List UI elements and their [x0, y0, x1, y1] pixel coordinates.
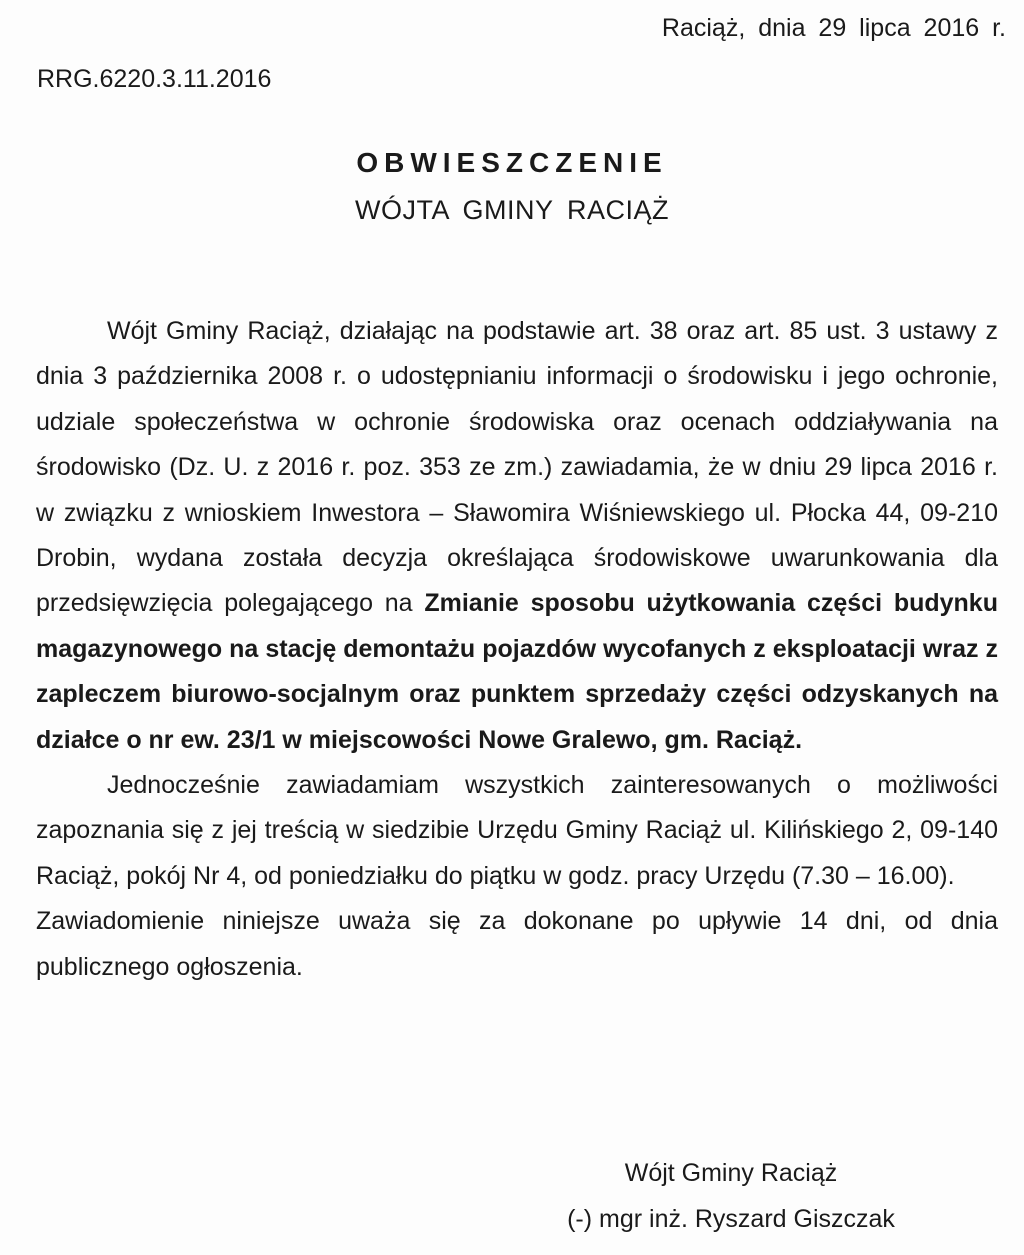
document-body	[36, 309, 998, 990]
date-line: Raciąż, dnia 29 lipca 2016 r.	[661, 14, 1006, 42]
body-paragraph-2: Jednocześnie zawiadamiam wszystkich zainteresowanych o możliwości zapoznania się z jej treścią w siedzibie Urzędu Gminy Raciąż ul. Kilińskiego 2, 09-140 Raciąż, pokój Nr 4, od poniedziałku do piątku w godz. pracy Urzędu (7.30 – 16.00).	[36, 771, 998, 890]
paragraph-1-text: Wójt Gminy Raciąż, działając na podstawie art. 38 oraz art. 85 ust. 3 ustawy z dnia 3 października 2008 r. o udostępnianiu informacji o środowisku i jego ochronie, udziale społeczeństwa w ochronie środowiska oraz ocenach oddziaływania na środowisko (Dz. U. z 2016 r. poz. 353 ze zm.) zawiadamia, że w dniu 29 lipca 2016 r. w związku z wnioskiem Inwestora – Sławomira Wiśniewskiego ul. Płocka 44, 09-210 Drobin, wydana została decyzja określająca środowiskowe uwarunkowania dla przedsięwzięcia polegającego na	[36, 317, 998, 618]
reference-number: RRG.6220.3.11.2016	[37, 65, 272, 93]
body-paragraph-1	[36, 309, 998, 763]
document-title: OBWIESZCZENIE	[356, 147, 668, 178]
signature-name: (-) mgr inż. Ryszard Giszczak	[567, 1205, 895, 1233]
document-subtitle: WÓJTA GMINY RACIĄŻ	[354, 195, 670, 225]
signature-block	[528, 1150, 934, 1242]
body-paragraph-3: Zawiadomienie niniejsze uważa się za dokonane po upływie 14 dni, od dnia publicznego ogłoszenia.	[36, 907, 998, 981]
signature-title: Wójt Gminy Raciąż	[624, 1159, 838, 1187]
project-description-bold-text: Zmianie sposobu użytkowania części budynku magazynowego na stację demontażu pojazdów wycofanych z eksploatacji wraz z zapleczem biurowo-socjalnym oraz punktem sprzedaży części odzyskanych na działce o nr ew. 23/1 w miejscowości Nowe Gralewo, gm. Raciąż.	[36, 589, 998, 754]
